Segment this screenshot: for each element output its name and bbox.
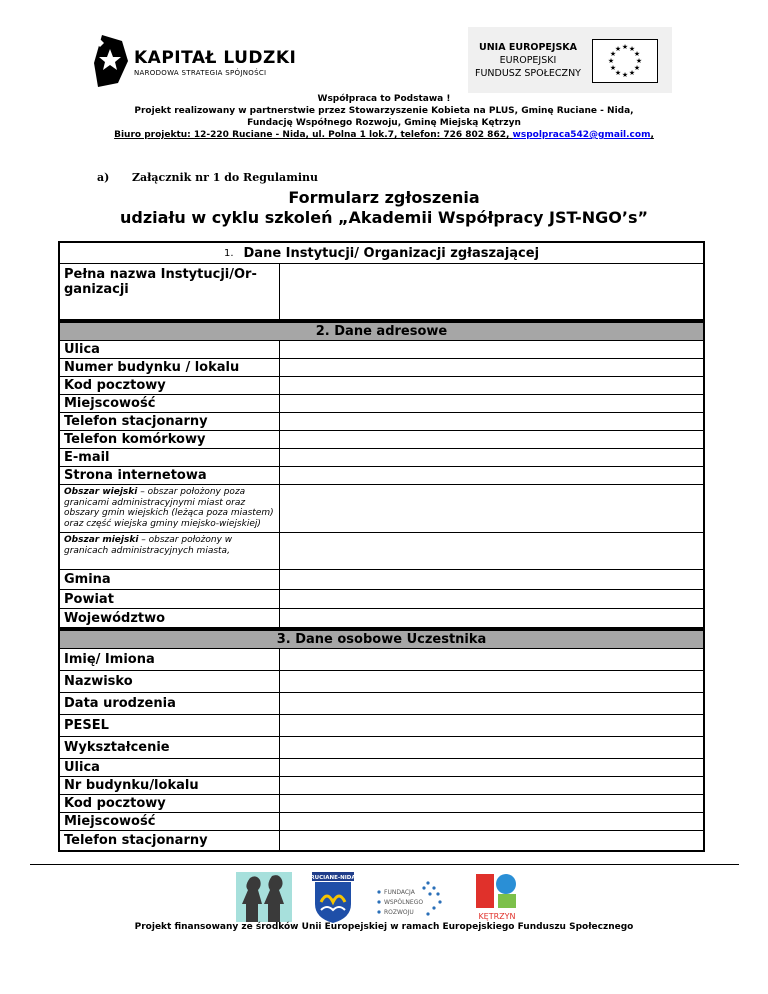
- note-urban-text: – obszar położony w granicach administracyjnych miasta,: [64, 535, 233, 556]
- eu-line2: EUROPEJSKI: [499, 55, 557, 66]
- field-label-participant-building: Nr budynku/lokalu: [60, 777, 280, 794]
- ruciane-nida-crest-icon: [312, 872, 354, 924]
- form-row: [60, 795, 703, 813]
- field-label-participant-postal-code: Kod pocztowy: [60, 795, 280, 812]
- fundacja-dots-icon: [376, 880, 446, 920]
- office-address: Biuro projektu: 12-220 Ruciane - Nida, ul. Polna 1 lok.7, telefon: 726 802 862,: [114, 130, 510, 140]
- note-rural-bold: Obszar wiejski: [64, 487, 138, 497]
- kapital-ludzki-star-icon: [92, 33, 132, 89]
- kapital-ludzki-subtitle: NARODOWA STRATEGIA SPÓJNOŚCI: [134, 69, 267, 77]
- field-input-first-names[interactable]: [280, 649, 703, 670]
- form-row: [60, 413, 703, 431]
- note-rural-area: [60, 485, 280, 532]
- eu-logo: [468, 27, 672, 93]
- section1-number: 1.: [223, 247, 234, 259]
- annex-text: Załącznik nr 1 do Regulaminu: [132, 171, 319, 184]
- field-label-participant-landline: Telefon stacjonarny: [60, 831, 280, 850]
- form-row: [60, 570, 703, 590]
- section1-header: [60, 243, 703, 264]
- field-label-municipality: Gmina: [60, 570, 280, 589]
- form-row: [60, 485, 703, 533]
- field-input-postal-code[interactable]: [280, 377, 703, 394]
- field-label-participant-street: Ulica: [60, 759, 280, 776]
- svg-text:★: ★: [635, 57, 643, 65]
- field-label-mobile: Telefon komórkowy: [60, 431, 280, 448]
- field-label-city: Miejscowość: [60, 395, 280, 412]
- form-row: [60, 395, 703, 413]
- svg-text:★: ★: [621, 71, 629, 79]
- section3-header: 3. Dane osobowe Uczestnika: [60, 628, 703, 649]
- women-silhouette-icon: [236, 872, 292, 922]
- form-row: [60, 341, 703, 359]
- ruciane-nida-logo: [312, 872, 354, 928]
- field-input-pesel[interactable]: [280, 715, 703, 736]
- form-row: [60, 737, 703, 759]
- eu-line3: FUNDUSZ SPOŁECZNY: [475, 68, 581, 79]
- form-row: [60, 359, 703, 377]
- note-rural-text: – obszar położony poza granicami administracyjnymi miast oraz obszary gmin wiejskich (leżąca poza miastem) oraz część wiejska gminy miejsko-wiejskiej): [64, 487, 274, 529]
- annex-label: a): [97, 171, 110, 184]
- field-input-urban-area[interactable]: [280, 533, 703, 569]
- svg-text:★: ★: [628, 69, 636, 77]
- field-label-website: Strona internetowa: [60, 467, 280, 484]
- field-input-mobile[interactable]: [280, 431, 703, 448]
- field-input-participant-building[interactable]: [280, 777, 703, 794]
- fundacja-line2: WSPÓLNEGO: [384, 899, 424, 906]
- field-input-participant-city[interactable]: [280, 813, 703, 830]
- field-input-participant-street[interactable]: [280, 759, 703, 776]
- form-row: [60, 831, 703, 850]
- field-label-voivodeship: Województwo: [60, 609, 280, 627]
- field-label-pesel: PESEL: [60, 715, 280, 736]
- field-label-building-number: Numer budynku / lokalu: [60, 359, 280, 376]
- form-row: [60, 533, 703, 570]
- fundacja-line1: FUNDACJA: [384, 889, 415, 896]
- field-input-city[interactable]: [280, 395, 703, 412]
- header-line-2: Projekt realizowany w partnerstwie przez Stowarzyszenie Kobieta na PLUS, Gminę Ruciane - Nida,: [134, 106, 634, 116]
- field-input-participant-postal-code[interactable]: [280, 795, 703, 812]
- field-label-email: E-mail: [60, 449, 280, 466]
- header-line-3: Fundację Współnego Rozwoju, Gminę Miejską Kętrzyn: [247, 118, 521, 128]
- field-input-birth-date[interactable]: [280, 693, 703, 714]
- field-input-landline[interactable]: [280, 413, 703, 430]
- field-input-voivodeship[interactable]: [280, 609, 703, 627]
- svg-text:★: ★: [614, 69, 622, 77]
- email-link[interactable]: wspolpraca542@gmail.com: [512, 130, 651, 140]
- field-input-rural-area[interactable]: [280, 485, 703, 532]
- ketrzyn-logo: [474, 872, 520, 926]
- footer-funding-note: Projekt finansowany ze środków Unii Europejskiej w ramach Europejskiego Funduszu Społecznego: [134, 922, 634, 932]
- field-input-county[interactable]: [280, 590, 703, 608]
- eu-line1: UNIA EUROPEJSKA: [479, 42, 577, 53]
- form-row: [60, 715, 703, 737]
- form-row: [60, 649, 703, 671]
- ruciane-nida-label: RUCIANE-NIDA: [312, 875, 354, 881]
- eu-flag-icon: [592, 39, 658, 83]
- field-label-surname: Nazwisko: [60, 671, 280, 692]
- field-input-email[interactable]: [280, 449, 703, 466]
- form-row: [60, 671, 703, 693]
- field-label-street: Ulica: [60, 341, 280, 358]
- form-row: [60, 449, 703, 467]
- field-input-municipality[interactable]: [280, 570, 703, 589]
- svg-text:★: ★: [621, 43, 629, 51]
- application-form: [58, 241, 705, 852]
- form-row: [60, 377, 703, 395]
- form-title-line1: Formularz zgłoszenia: [288, 188, 480, 207]
- form-title-line2: udziału w cyklu szkoleń „Akademii Współpracy JST-NGO’s”: [120, 208, 648, 227]
- svg-text:★: ★: [609, 50, 617, 58]
- header-line-4: Biuro projektu: 12-220 Ruciane - Nida, ul. Polna 1 lok.7, telefon: 726 802 862, wspolpraca542@gmail.com,: [114, 130, 654, 140]
- ketrzyn-puzzle-icon: [474, 872, 520, 922]
- form-row: [60, 431, 703, 449]
- field-label-landline: Telefon stacjonarny: [60, 413, 280, 430]
- svg-text:★: ★: [614, 45, 622, 53]
- form-row: [60, 609, 703, 628]
- field-label-participant-city: Miejscowość: [60, 813, 280, 830]
- form-row: [60, 813, 703, 831]
- form-row: [60, 759, 703, 777]
- field-input-street[interactable]: [280, 341, 703, 358]
- svg-text:★: ★: [609, 64, 617, 72]
- svg-text:★: ★: [628, 45, 636, 53]
- form-row: [60, 264, 703, 320]
- field-input-full-name[interactable]: [280, 264, 703, 319]
- fundacja-wspolnego-rozwoju-logo: [376, 880, 446, 924]
- form-row: [60, 777, 703, 795]
- field-input-participant-landline[interactable]: [280, 831, 703, 850]
- form-row: [60, 693, 703, 715]
- field-input-education[interactable]: [280, 737, 703, 758]
- kapital-ludzki-logo: [92, 33, 297, 89]
- field-input-building-number[interactable]: [280, 359, 703, 376]
- kapital-ludzki-title: KAPITAŁ LUDZKI: [134, 48, 297, 68]
- svg-text:★: ★: [633, 50, 641, 58]
- footer-divider: [30, 864, 739, 865]
- fundacja-line3: ROZWOJU: [384, 909, 414, 916]
- field-label-education: Wykształcenie: [60, 737, 280, 758]
- annex-line: [97, 171, 318, 184]
- field-label-postal-code: Kod pocztowy: [60, 377, 280, 394]
- field-input-surname[interactable]: [280, 671, 703, 692]
- svg-text:★: ★: [607, 57, 615, 65]
- svg-text:★: ★: [633, 64, 641, 72]
- field-label-full-name: Pełna nazwa Instytucji/Or-ganizacji: [60, 264, 280, 319]
- note-urban-area: [60, 533, 280, 569]
- form-row: [60, 467, 703, 485]
- field-label-county: Powiat: [60, 590, 280, 608]
- section1-heading: Dane Instytucji/ Organizacji zgłaszającej: [243, 245, 540, 261]
- field-label-birth-date: Data urodzenia: [60, 693, 280, 714]
- kobieta-na-plus-logo: [236, 872, 292, 926]
- form-row: [60, 590, 703, 609]
- field-label-first-names: Imię/ Imiona: [60, 649, 280, 670]
- header-line-1: Współpraca to Podstawa !: [317, 94, 451, 104]
- ketrzyn-label: KĘTRZYN: [478, 912, 516, 921]
- section2-header: 2. Dane adresowe: [60, 320, 703, 341]
- field-input-website[interactable]: [280, 467, 703, 484]
- note-urban-bold: Obszar miejski: [64, 535, 139, 545]
